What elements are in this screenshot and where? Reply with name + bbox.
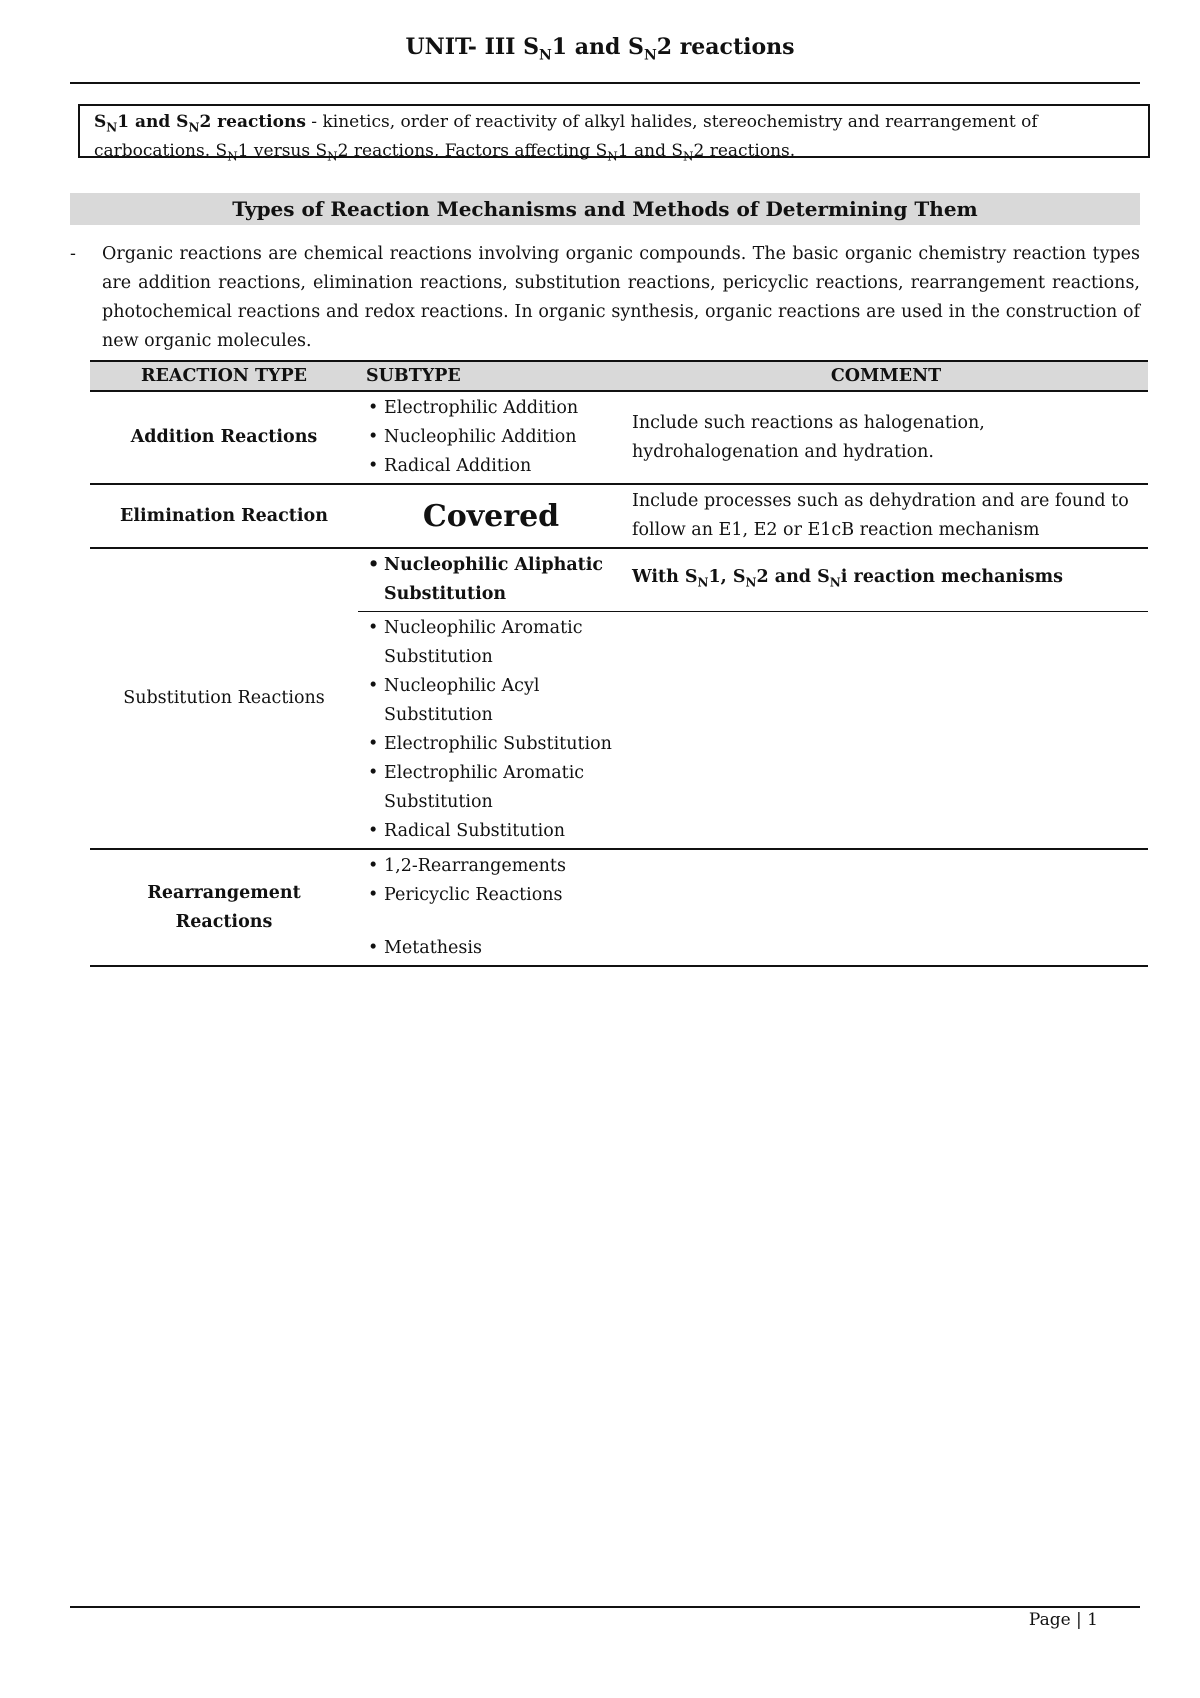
list-item: • 1,2-Rearrangements: [366, 852, 616, 881]
header-subtype: SUBTYPE: [358, 361, 624, 391]
type-cell: Addition Reactions: [90, 391, 358, 484]
list-item: • Nucleophilic Acyl Substitution: [366, 672, 616, 730]
list-item: • Nucleophilic Addition: [366, 423, 616, 452]
page-title: UNIT- III $S_N1$ and $S_N2$ reactions: [405, 34, 795, 64]
list-item: • Radical Addition: [366, 452, 616, 481]
table-header-row: [90, 361, 1148, 391]
table-row: [90, 849, 1148, 966]
syllabus-box: $S_N1$ and $S_N2$ reactions - kinetics, order of reactivity of alkyl halides, stereochemistry and rearrangement of carbocations. $S_N1$ versus $S_N2$ reactions, Factors affecting $S_N1$ and $S_N2$ reactions.: [78, 104, 1150, 158]
comment-cell: Include such reactions as halogenation, hydrohalogenation and hydration.: [624, 391, 1148, 484]
intro-paragraph: [70, 240, 1140, 356]
spacer: [366, 910, 616, 934]
intro-text: Organic reactions are chemical reactions involving organic compounds. The basic organic chemistry reaction types are addition reactions, elimination reactions, substitution reactions, pericyclic reactions, rearrangement reactions, photochemical reactions and redox reactions. In organic synthesis, organic reactions are used in the construction of new organic molecules.: [102, 244, 1140, 351]
header-rule: [70, 82, 1140, 84]
header-comment: COMMENT: [624, 361, 1148, 391]
subtype-cell: [358, 849, 624, 966]
list-item: • Radical Substitution: [366, 817, 616, 846]
comment-cell: [624, 849, 1148, 966]
type-cell: Substitution Reactions: [90, 548, 358, 849]
covered-label: Covered: [358, 484, 624, 548]
list-item: • Electrophilic Substitution: [366, 730, 616, 759]
table-row: [90, 391, 1148, 484]
table-row: [90, 484, 1148, 548]
list-item: • Nucleophilic Aliphatic Substitution: [366, 551, 616, 609]
list-item: • Electrophilic Aromatic Substitution: [366, 759, 616, 817]
list-item: • Pericyclic Reactions: [366, 881, 616, 910]
subtype-cell: [358, 612, 624, 850]
comment-cell: [624, 612, 1148, 850]
subtype-cell: [358, 548, 624, 612]
list-item: • Nucleophilic Aromatic Substitution: [366, 614, 616, 672]
reaction-types-table: [90, 360, 1148, 967]
page-number: Page | 1: [1028, 1610, 1098, 1630]
list-item: • Electrophilic Addition: [366, 394, 616, 423]
header-reaction-type: REACTION TYPE: [90, 361, 358, 391]
list-dash: -: [70, 244, 76, 264]
comment-cell: Include processes such as dehydration and are found to follow an E1, E2 or E1cB reaction mechanism: [624, 484, 1148, 548]
section-heading: Types of Reaction Mechanisms and Methods of Determining Them: [70, 193, 1140, 225]
table-row: [90, 548, 1148, 612]
type-cell: Elimination Reaction: [90, 484, 358, 548]
type-cell: Rearrangement Reactions: [90, 849, 358, 966]
subtype-cell: [358, 391, 624, 484]
footer-rule: [70, 1606, 1140, 1608]
list-item: • Metathesis: [366, 934, 616, 963]
comment-cell: With $S_N1$, $S_N2$ and $S_Ni$ reaction mechanisms: [624, 548, 1148, 612]
